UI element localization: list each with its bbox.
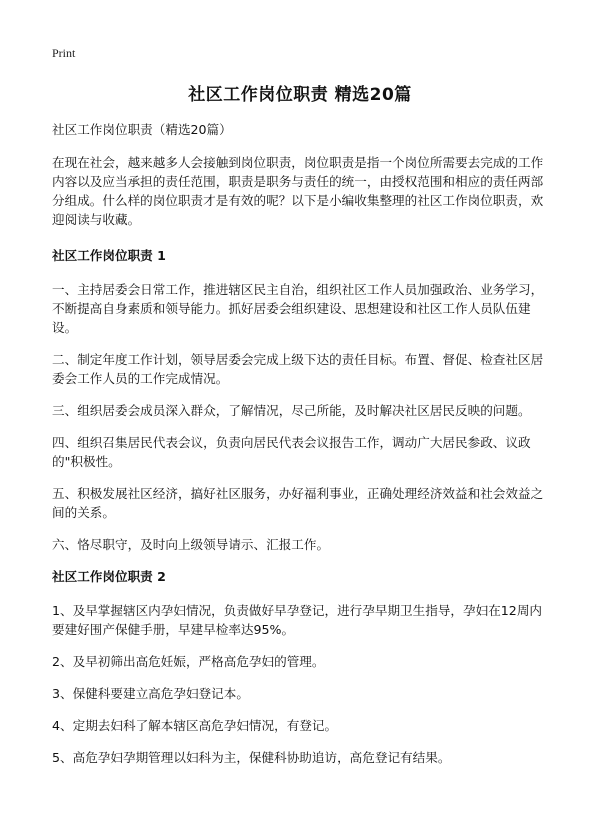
section-2-paragraph: 1、及早掌握辖区内孕妇情况，负责做好早孕登记，进行孕早期卫生指导，孕妇在12周内要建好围产保健手册，早建早检率达95%。	[52, 603, 543, 637]
document-subtitle: 社区工作岗位职责（精选20篇）	[52, 122, 232, 137]
section-1-paragraph: 二、制定年度工作计划，领导居委会完成上级下达的责任目标。布置、督促、检查社区居委会工作人员的工作完成情况。	[52, 352, 544, 386]
intro-paragraph: 在现在社会，越来越多人会接触到岗位职责，岗位职责是指一个岗位所需要去完成的工作内容以及应当承担的责任范围，职责是职务与责任的统一，由授权范围和相应的责任两部分组成。什么样的岗位职责才是有效的呢？以下是小编收集整理的社区工作岗位职责，欢迎阅读与收藏。	[52, 155, 544, 227]
section-2-paragraph: 5、高危孕妇孕期管理以妇科为主，保健科协助追访，高危登记有结果。	[52, 750, 451, 765]
section-1-paragraph: 六、恪尽职守，及时向上级领导请示、汇报工作。	[52, 537, 330, 552]
section-1-paragraph: 三、组织居委会成员深入群众，了解情况，尽己所能，及时解决社区居民反映的问题。	[52, 403, 531, 418]
section-2-paragraph: 3、保健科要建立高危孕妇登记本。	[52, 686, 249, 701]
section-1-paragraph: 一、主持居委会日常工作，推进辖区民主自治，组织社区工作人员加强政治、业务学习，不断提高自身素质和领导能力。抓好居委会组织建设、思想建设和社区工作人员队伍建设。	[52, 282, 544, 335]
section-1-paragraph: 五、积极发展社区经济，搞好社区服务，办好福利事业，正确处理经济效益和社会效益之间的关系。	[52, 486, 544, 520]
document-body	[52, 120, 548, 780]
section-heading-1: 社区工作岗位职责 1	[52, 248, 166, 263]
section-2-paragraph: 4、定期去妇科了解本辖区高危孕妇情况，有登记。	[52, 718, 338, 733]
section-2-paragraph: 2、及早初筛出高危妊娠，严格高危孕妇的管理。	[52, 654, 325, 669]
section-1-paragraph: 四、组织召集居民代表会议，负责向居民代表会议报告工作，调动广大居民参政、议政的"积极性。	[52, 435, 531, 469]
print-label: Print	[52, 46, 76, 60]
section-heading-2: 社区工作岗位职责 2	[52, 569, 166, 584]
page-title: 社区工作岗位职责 精选20篇	[188, 85, 412, 105]
